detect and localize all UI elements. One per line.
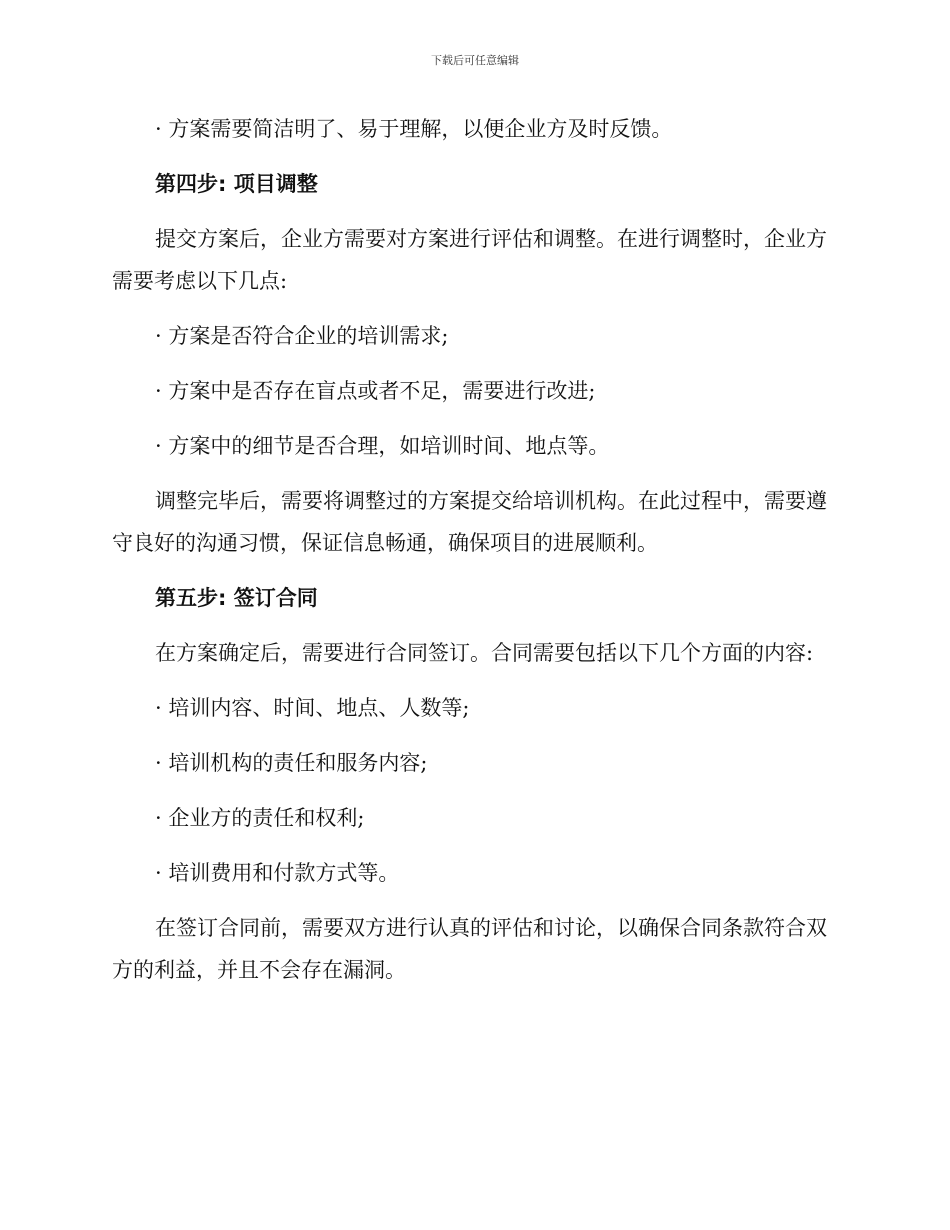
section-heading-step5: 第五步: 签订合同 xyxy=(155,586,318,610)
bullet-item: · 方案中的细节是否合理，如培训时间、地点等。 xyxy=(155,434,610,458)
bullet-item: · 方案是否符合企业的培训需求; xyxy=(155,324,449,348)
bullet-item: · 方案中是否存在盲点或者不足，需要进行改进; xyxy=(155,379,596,403)
page-header: 下载后可任意编辑 xyxy=(431,54,519,67)
document-body xyxy=(112,108,832,991)
paragraph: 在方案确定后，需要进行合同签订。合同需要包括以下几个方面的内容: xyxy=(155,641,814,665)
bullet-item: · 培训机构的责任和服务内容; xyxy=(155,751,428,775)
bullet-item: · 方案需要简洁明了、易于理解，以便企业方及时反馈。 xyxy=(155,117,673,141)
bullet-item: · 培训费用和付款方式等。 xyxy=(155,861,400,885)
bullet-item: · 培训内容、时间、地点、人数等; xyxy=(155,696,470,720)
section-heading-step4: 第四步: 项目调整 xyxy=(155,172,318,196)
paragraph: 在签订合同前，需要双方进行认真的评估和讨论，以确保合同条款符合双方的利益，并且不会存在漏洞。 xyxy=(112,916,827,982)
bullet-item: · 企业方的责任和权利; xyxy=(155,806,365,830)
paragraph: 提交方案后，企业方需要对方案进行评估和调整。在进行调整时，企业方需要考虑以下几点: xyxy=(112,227,827,293)
paragraph: 调整完毕后，需要将调整过的方案提交给培训机构。在此过程中，需要遵守良好的沟通习惯，保证信息畅通，确保项目的进展顺利。 xyxy=(112,489,827,555)
